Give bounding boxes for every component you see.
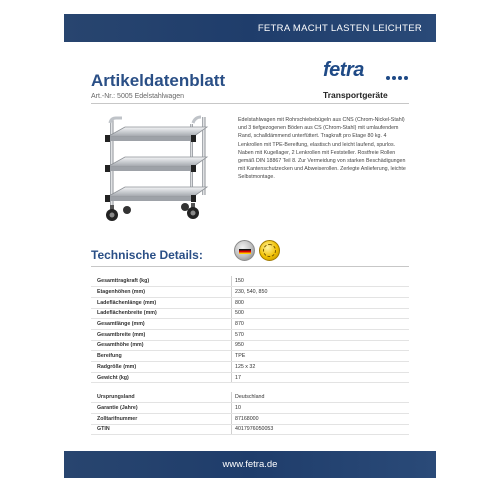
fetra-logo [323,59,409,91]
origin-row [91,424,409,435]
spec-value: 230, 540, 850 [235,287,409,298]
spec-label: Ladeflächenbreite (mm) [91,308,231,319]
footer-banner [64,451,436,478]
title-divider [91,103,409,104]
spec-label: Gesamttragkraft (kg) [91,276,231,287]
origin-table [91,392,409,435]
footer-url: www.fetra.de [222,459,278,470]
origin-row [91,392,409,403]
spec-label: Zolltarifnummer [91,413,231,424]
origin-row [91,413,409,424]
page-title: Artikeldatenblatt [91,71,226,90]
spec-row [91,329,409,340]
germany-quality-badge-icon [234,240,255,261]
spec-row [91,362,409,373]
spec-value: 570 [235,329,409,340]
spec-label: Radgröße (mm) [91,362,231,373]
spec-row [91,372,409,383]
spec-label: Gesamthöhe (mm) [91,340,231,351]
spec-row [91,297,409,308]
spec-row [91,287,409,298]
spec-row [91,340,409,351]
banner-slogan: FETRA MACHT LASTEN LEICHTER [257,22,422,34]
spec-value: TPE [235,351,409,362]
top-banner [64,14,436,42]
gold-quality-badge-icon [259,240,280,261]
spec-value: 4017976050053 [235,424,409,435]
spec-value: 870 [235,319,409,330]
spec-label: Gesamtlänge (mm) [91,319,231,330]
spec-label: Ladeflächenlänge (mm) [91,297,231,308]
spec-label: Bereifung [91,351,231,362]
spec-label: Etagenhöhen (mm) [91,287,231,298]
spec-value: 800 [235,297,409,308]
spec-value: Deutschland [235,392,409,403]
logo-text: fetra [323,59,364,81]
spec-label: Garantie (Jahre) [91,403,231,414]
spec-value: 500 [235,308,409,319]
spec-value: 87168000 [235,413,409,424]
spec-value: 17 [235,372,409,383]
tech-divider [91,266,409,267]
tech-details-heading: Technische Details: [91,248,203,262]
product-description: Edelstahlwagen mit Rohrschiebebügeln aus CNS (Chrom-Nickel-Stahl) und 3 tiefgezogenen Böden aus CS (Chrom-Stahl) mit umlaufendem Rand, schalldämmend unterfüttert. Tragkraft pro Etage 80 kg. 4 Lenkrollen mit TPE-Bereifung, elastisch und leicht laufend, spurlos. Naben mit Kugellager, 2 Lenkrollen mit Feststeller. Rostfreie Rollen gemäß DIN 18867 Teil 8. Zur Vermeidung von starken Beschädigungen mit Kantenschutzecken und Abweiserollen. Zerlegte Anlieferung, leichte Selbstmontage. [238,117,406,181]
article-number: Art.-Nr.: 5005 Edelstahlwagen [91,93,184,100]
spec-value: 150 [235,276,409,287]
spec-value: 950 [235,340,409,351]
spec-row [91,351,409,362]
logo-dots-icon [386,76,408,80]
spec-table [91,276,409,383]
spec-value: 125 x 32 [235,362,409,373]
logo-subtitle: Transportgeräte [323,90,388,100]
spec-label: GTIN [91,424,231,435]
spec-row [91,319,409,330]
spec-label: Ursprungsland [91,392,231,403]
spec-value: 10 [235,403,409,414]
spec-label: Gesamtbreite (mm) [91,329,231,340]
spec-row [91,308,409,319]
origin-row [91,403,409,414]
spec-label: Gewicht (kg) [91,372,231,383]
spec-row [91,276,409,287]
stainless-steel-cart-image [97,115,221,223]
